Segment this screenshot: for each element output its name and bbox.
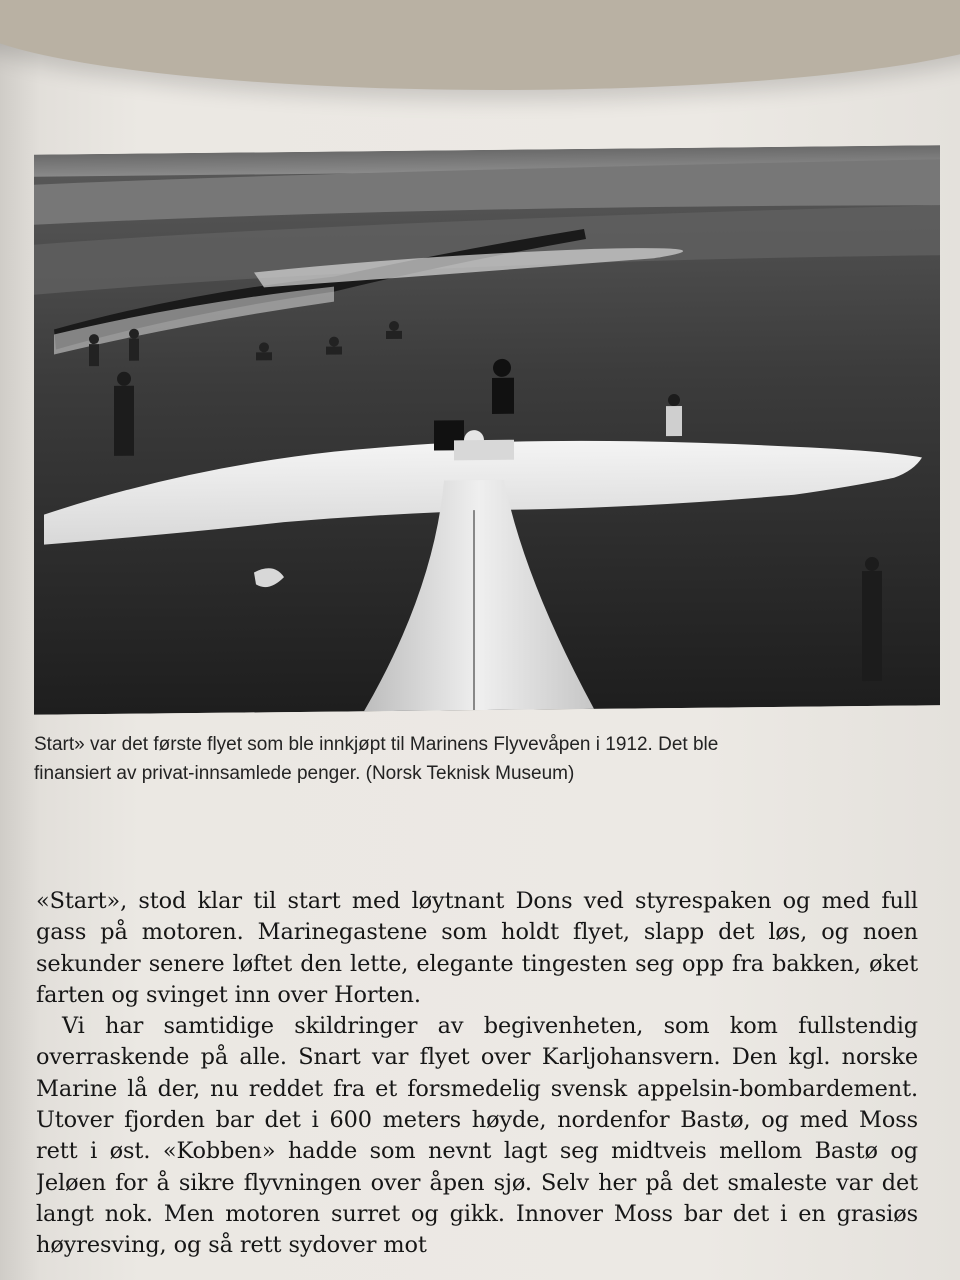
caption-line-1: Start» var det første flyet som ble innkjøpt til Marinens Flyvevåpen i 1912. Det ble	[34, 734, 719, 755]
paragraph-1: «Start», stod klar til start med løytnant Dons ved styrespaken og med full gass på motoren. Marinegastene som holdt flyet, slapp det løs, og noen sekunder senere løftet den lette, elegante tingesten seg opp fra bakken, øket farten og svinget inn over Horten.	[36, 888, 918, 1008]
previous-page-edge	[0, 0, 960, 90]
body-text	[36, 886, 918, 1280]
caption-line-2: finansiert av privat-innsamlede penger. (Norsk Teknisk Museum)	[34, 763, 575, 784]
photo-caption	[34, 730, 934, 788]
airplane-photo	[34, 145, 940, 714]
paragraph-2: Vi har samtidige skildringer av begivenheten, som kom fullstendig overraskende på alle. Snart var flyet over Karljohansvern. Den kgl. norske Marine lå der, nu reddet fra et forsmedelig svensk appelsin-bombardement. Utover fjorden bar det i 600 meters høyde, nordenfor Bastø, og med Moss rett i øst. «Kobben» hadde som nevnt lagt seg midtveis mellom Bastø og Jeløen for å sikre flyvningen over åpen sjø. Selv her på det smaleste var det langt nok. Men motoren surret og gikk. Innover Moss bar det i en grasiøs høyresving, og så rett sydover mot	[36, 1013, 918, 1259]
